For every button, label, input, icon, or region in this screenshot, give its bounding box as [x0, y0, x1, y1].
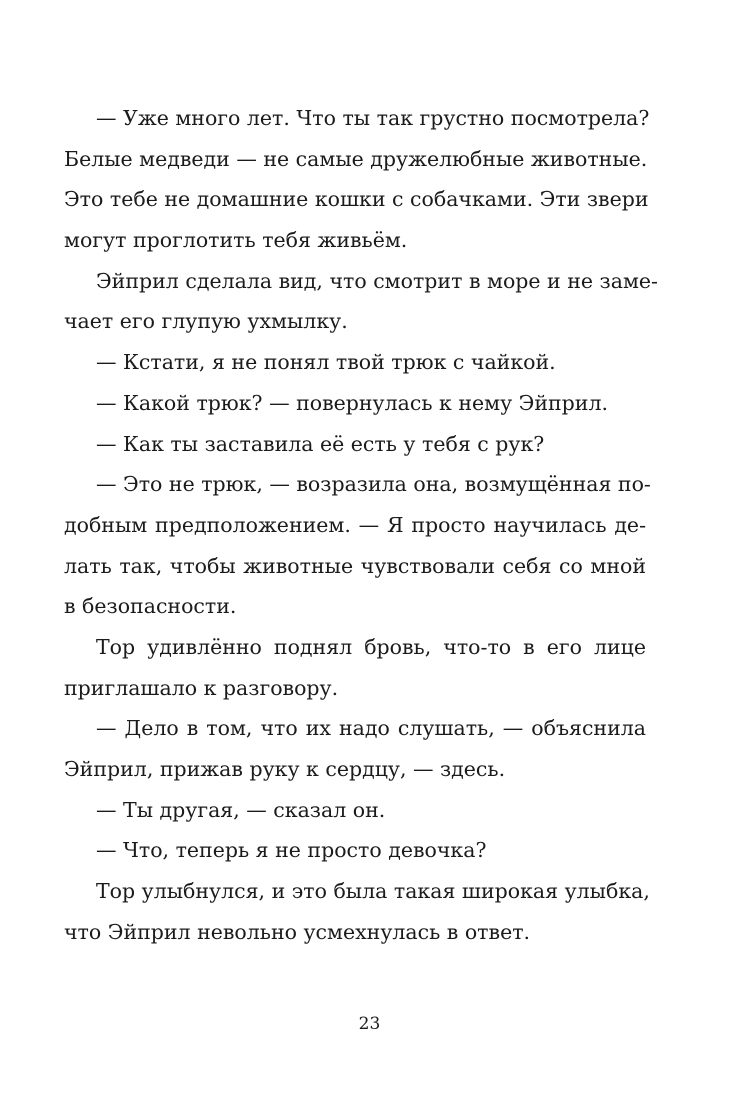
text-line: могут проглотить тебя живьём.: [64, 228, 408, 253]
page-body-text: [64, 98, 658, 952]
text-line: чает его глупую ухмылку.: [64, 309, 348, 334]
text-line: в безопасности.: [64, 594, 237, 619]
page-number: 23: [358, 1014, 381, 1034]
text-line: Это тебе не домашние кошки с собачками. Эти звери: [64, 187, 649, 212]
text-line: лать так, чтобы животные чувствовали себя со мной: [64, 553, 646, 578]
text-line: Эйприл, прижав руку к сердцу, — здесь.: [64, 757, 506, 781]
text-line: Тор удивлённо поднял бровь, что-то в его лице: [96, 634, 646, 659]
text-line: — Это не трюк, — возразила она, возмущённая по-: [96, 472, 651, 497]
text-line: — Уже много лет. Что ты так грустно посмотрела?: [96, 106, 650, 130]
text-line: — Что, теперь я не просто девочка?: [96, 838, 487, 863]
text-line: что Эйприл невольно усмехнулась в ответ.: [64, 919, 531, 944]
text-line: приглашало к разговору.: [64, 675, 339, 700]
text-line: — Кстати, я не понял твой трюк с чайкой.: [96, 350, 556, 375]
text-line: добным предположением. — Я просто научилась де-: [64, 512, 646, 537]
text-line: Белые медведи — не самые дружелюбные животные.: [64, 146, 648, 171]
text-line: — Ты другая, — сказал он.: [96, 797, 386, 822]
text-line: — Дело в том, что их надо слушать, — объяснила: [96, 716, 646, 741]
text-line: — Какой трюк? — повернулась к нему Эйприл.: [96, 390, 608, 415]
text-line: Эйприл сделала вид, что смотрит в море и не заме-: [96, 268, 658, 293]
text-line: — Как ты заставила её есть у тебя с рук?: [96, 431, 545, 456]
text-line: Тор улыбнулся, и это была такая широкая улыбка,: [96, 879, 650, 904]
